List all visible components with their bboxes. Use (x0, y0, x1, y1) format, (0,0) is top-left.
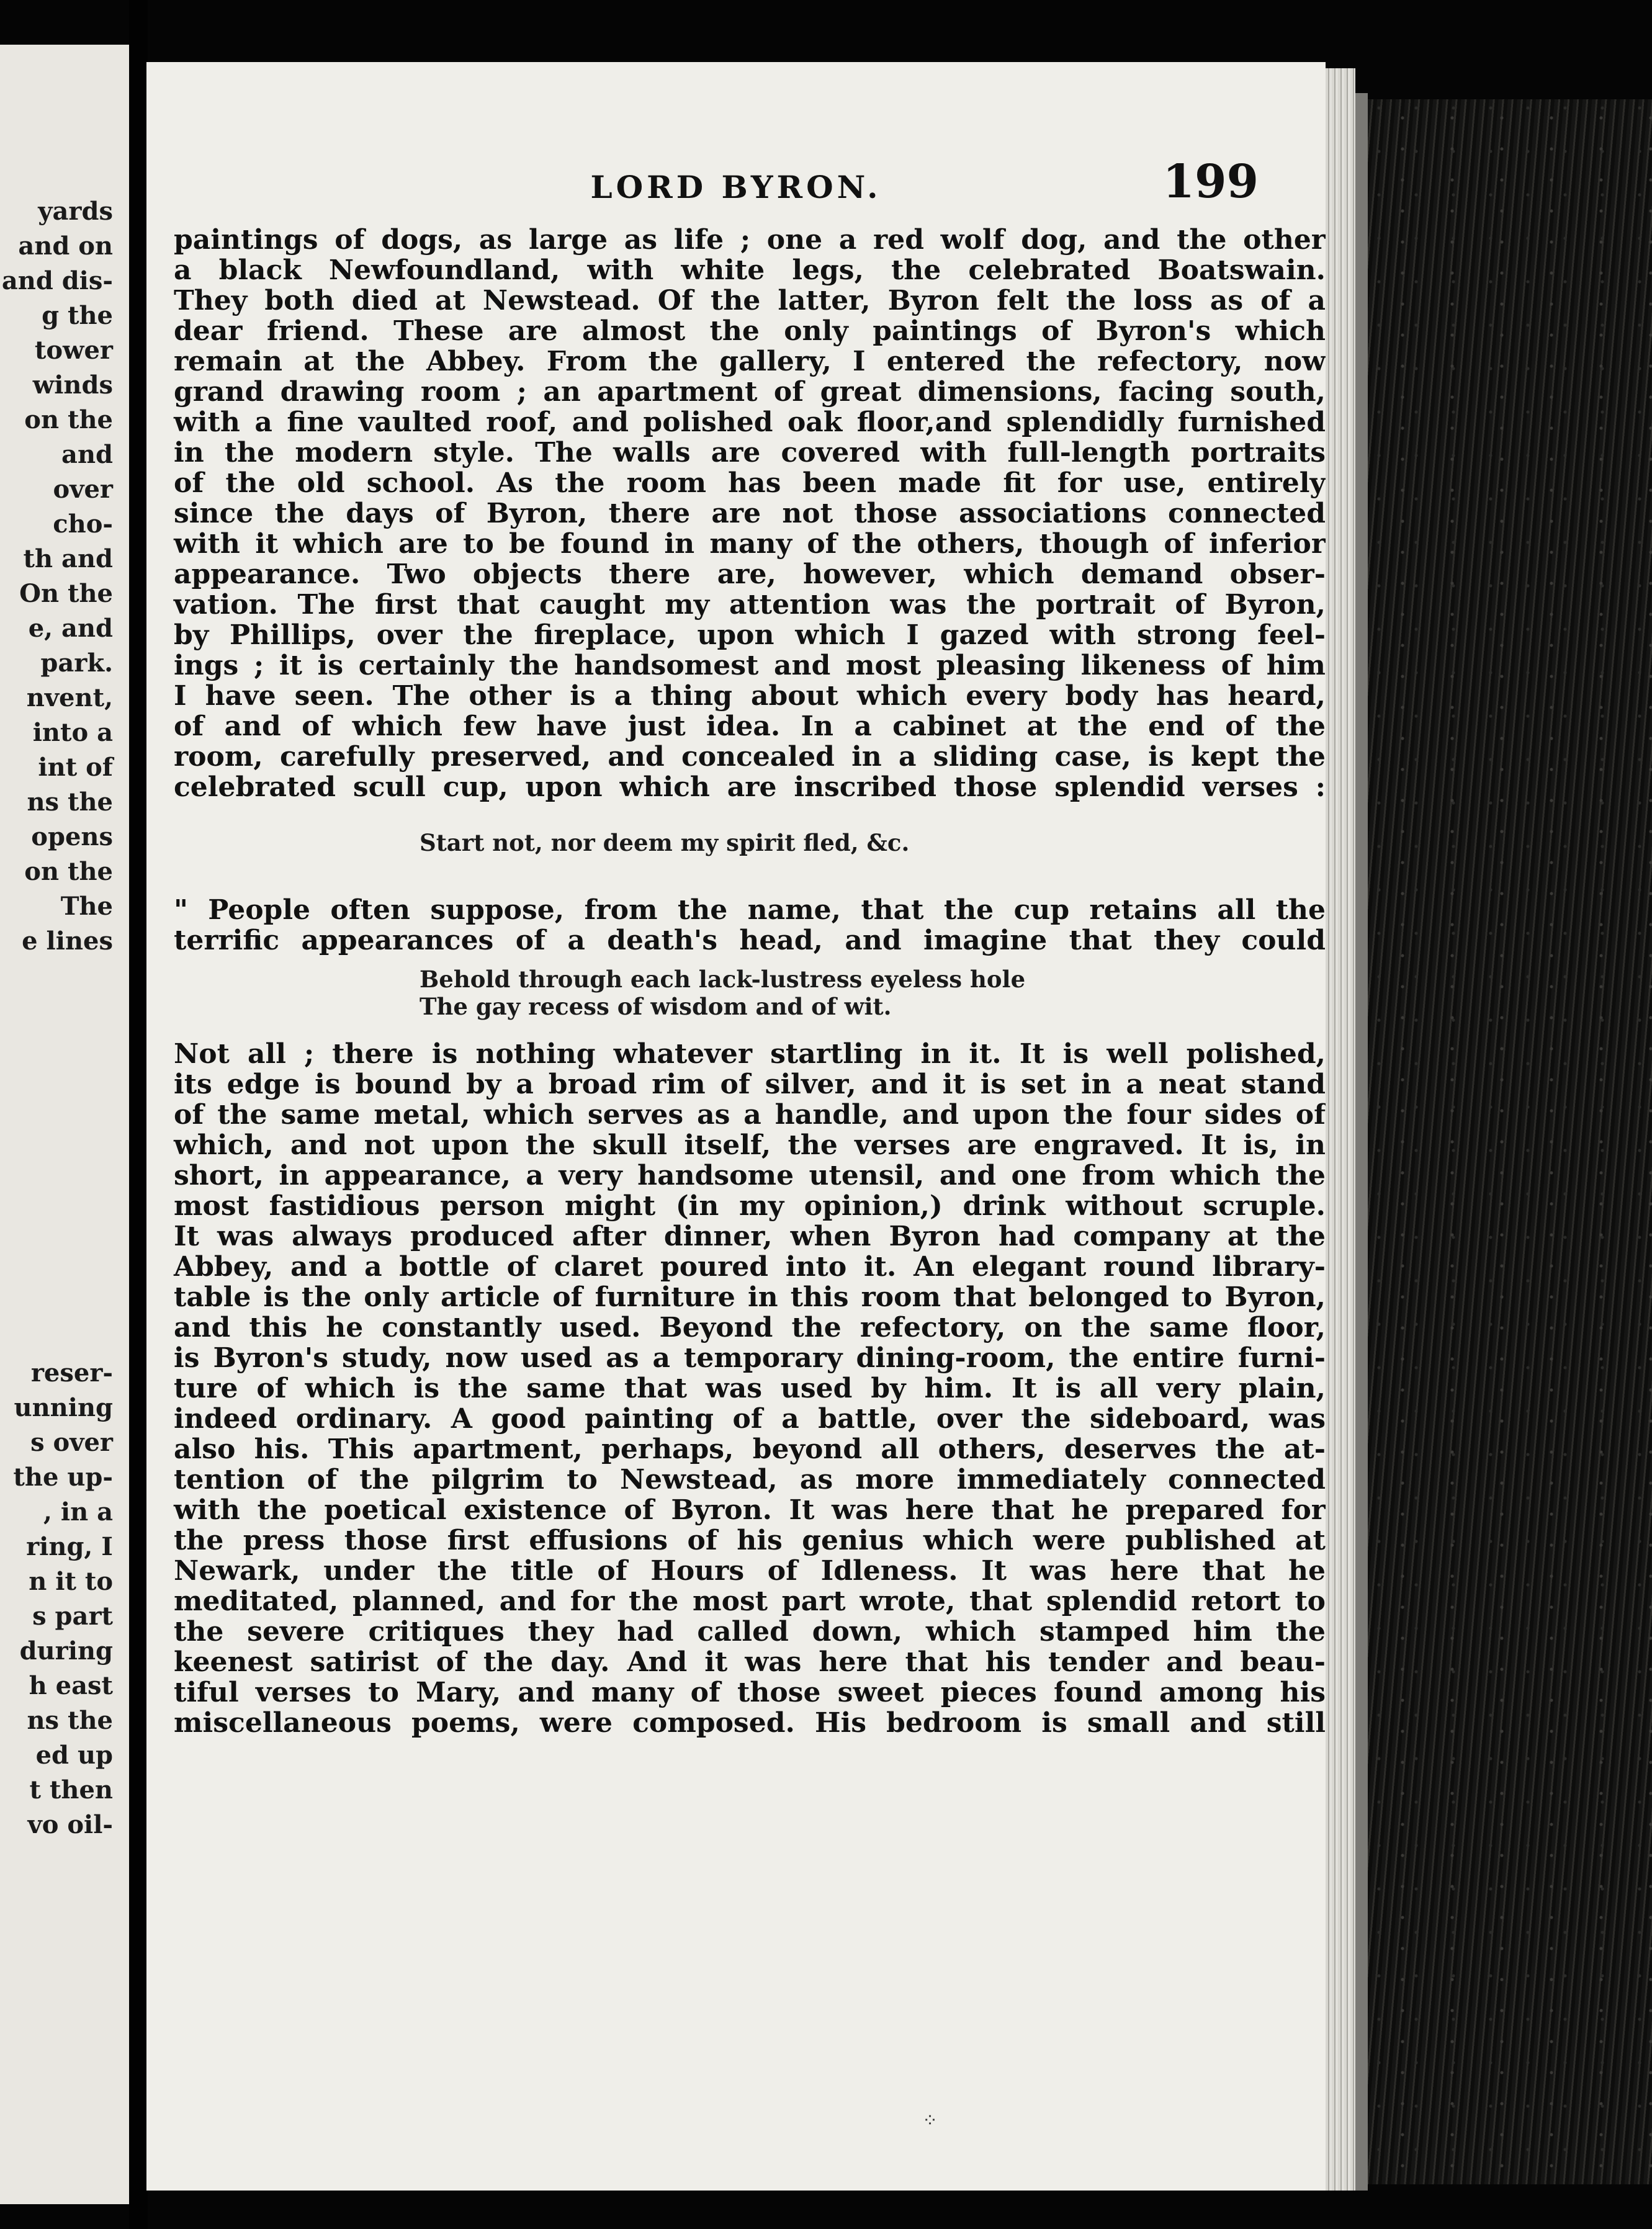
left-page-fragment (0, 45, 129, 2204)
text-line: remain at the Abbey. From the gallery, I entered the refectory, now (174, 346, 1326, 377)
left-page-line: int of (38, 753, 113, 782)
text-line: and this he constantly used. Beyond the refectory, on the same floor, (174, 1312, 1326, 1343)
left-page-line: unning (14, 1393, 113, 1422)
text-line: with the poetical existence of Byron. It was here that he prepared for (174, 1494, 1326, 1526)
text-line: by Phillips, over the fireplace, upon which I gazed with strong feel- (174, 619, 1326, 651)
left-page-line: and on (18, 231, 113, 261)
left-page-line: ring, I (26, 1532, 113, 1561)
left-page-line: s part (32, 1602, 113, 1631)
left-page-line: th and (23, 544, 113, 573)
text-line: of and of which few have just idea. In a cabinet at the end of the (174, 711, 1326, 742)
left-page-line: on the (24, 405, 113, 434)
left-page-line: n it to (29, 1567, 113, 1596)
text-line: the press those first effusions of his genius which were published at (174, 1525, 1326, 1556)
text-line: ture of which is the same that was used by him. It is all very plain, (174, 1373, 1326, 1404)
book-gutter (129, 0, 148, 2229)
left-page-line: winds (32, 370, 113, 400)
left-page-line: vo oil- (27, 1810, 113, 1839)
text-line: Not all ; there is nothing whatever startling in it. It is well polished, (174, 1038, 1326, 1070)
left-page-line: , in a (43, 1497, 113, 1527)
text-line: is Byron's study, now used as a temporary dining-room, the entire furni- (174, 1342, 1326, 1374)
left-page-line: opens (31, 822, 113, 851)
text-line: the severe critiques they had called down, which stamped him the (174, 1616, 1326, 1648)
quote-line: The gay recess of wisdom and of wit. (420, 993, 892, 1020)
quote-line: Behold through each lack-lustress eyeless hole (420, 966, 1026, 993)
left-page-line: yards (38, 197, 113, 226)
left-page-line: s over (30, 1428, 113, 1457)
text-line: in the modern style. The walls are covered with full-length portraits (174, 437, 1326, 469)
left-page-line: on the (24, 857, 113, 886)
text-line: meditated, planned, and for the most part wrote, that splendid retort to (174, 1585, 1326, 1617)
text-line: terrific appearances of a death's head, and imagine that they could (174, 925, 1326, 956)
running-title: LORD BYRON. (590, 169, 882, 205)
text-line: dear friend. These are almost the only paintings of Byron's which (174, 315, 1326, 347)
left-page-line: h east (29, 1671, 113, 1700)
left-page-line: ns the (27, 787, 113, 817)
paragraph-1 (174, 225, 1326, 802)
left-page-line: t then (29, 1775, 113, 1805)
left-page-line: g the (42, 301, 113, 330)
paragraph-3 (174, 1039, 1326, 1738)
text-line: tiful verses to Mary, and many of those sweet pieces found among his (174, 1677, 1326, 1708)
text-line: " People often suppose, from the name, that the cup retains all the (174, 894, 1326, 926)
text-line: with a fine vaulted roof, and polished oak floor,and splendidly furnished (174, 406, 1326, 438)
left-page-line: e lines (22, 926, 113, 956)
page-shadow (1355, 93, 1368, 2191)
left-page-line: The (60, 892, 113, 921)
text-line: of the same metal, which serves as a handle, and upon the four sides of (174, 1099, 1326, 1131)
left-page-line: and dis- (1, 266, 113, 295)
text-line: Abbey, and a bottle of claret poured into it. An elegant round library- (174, 1251, 1326, 1283)
left-page-line: and (61, 440, 113, 469)
left-page-line: over (53, 475, 113, 504)
text-line: grand drawing room ; an apartment of great dimensions, facing south, (174, 376, 1326, 408)
left-page-line: tower (34, 336, 113, 365)
text-line: paintings of dogs, as large as life ; one a red wolf dog, and the other (174, 224, 1326, 256)
verse-quote-2 (420, 966, 1164, 1020)
text-line: They both died at Newstead. Of the latter, Byron felt the loss as of a (174, 285, 1326, 316)
text-line: celebrated scull cup, upon which are inscribed those splendid verses : (174, 771, 1326, 803)
page-blemish: ⁘ (922, 2110, 938, 2132)
text-line: It was always produced after dinner, when Byron had company at the (174, 1221, 1326, 1252)
left-page-line: ed up (35, 1741, 113, 1770)
text-line: with it which are to be found in many of the others, though of inferior (174, 528, 1326, 560)
text-line: miscellaneous poems, were composed. His bedroom is small and still (174, 1707, 1326, 1739)
text-line: vation. The first that caught my attention was the portrait of Byron, (174, 589, 1326, 621)
page-edges (1326, 68, 1355, 2191)
paragraph-2 (174, 895, 1326, 956)
book-cover (1368, 99, 1652, 2184)
left-page-line: cho- (53, 509, 113, 539)
text-line: I have seen. The other is a thing about which every body has heard, (174, 680, 1326, 712)
quote-line: Start not, nor deem my spirit fled, &c. (420, 829, 910, 856)
text-line: Newark, under the title of Hours of Idleness. It was here that he (174, 1555, 1326, 1587)
left-page-line: park. (40, 648, 113, 678)
text-line: keenest satirist of the day. And it was here that his tender and beau- (174, 1646, 1326, 1678)
text-line: room, carefully preserved, and concealed in a sliding case, is kept the (174, 741, 1326, 773)
text-line: a black Newfoundland, with white legs, the celebrated Boatswain. (174, 254, 1326, 286)
left-page-line: into a (32, 718, 113, 747)
text-line: table is the only article of furniture in this room that belonged to Byron, (174, 1281, 1326, 1313)
text-line: of the old school. As the room has been made fit for use, entirely (174, 467, 1326, 499)
left-page-line: On the (19, 579, 113, 608)
text-line: also his. This apartment, perhaps, beyond all others, deserves the at- (174, 1433, 1326, 1465)
text-line: since the days of Byron, there are not those associations connected (174, 498, 1326, 529)
text-line: most fastidious person might (in my opinion,) drink without scruple. (174, 1190, 1326, 1222)
left-page-line: ns the (27, 1706, 113, 1735)
text-line: its edge is bound by a broad rim of silver, and it is set in a neat stand (174, 1069, 1326, 1100)
book-page (146, 62, 1326, 2191)
text-line: tention of the pilgrim to Newstead, as more immediately connected (174, 1464, 1326, 1496)
left-page-line: nvent, (26, 683, 113, 712)
text-line: appearance. Two objects there are, however, which demand obser- (174, 558, 1326, 590)
text-line: which, and not upon the skull itself, the verses are engraved. It is, in (174, 1129, 1326, 1161)
verse-quote-1 (420, 829, 1164, 856)
left-page-line: reser- (30, 1358, 113, 1388)
text-line: ings ; it is certainly the handsomest and most pleasing likeness of him (174, 650, 1326, 681)
page-number: 199 (1162, 155, 1259, 209)
left-page-line: during (19, 1636, 113, 1666)
text-line: indeed ordinary. A good painting of a battle, over the sideboard, was (174, 1403, 1326, 1435)
text-line: short, in appearance, a very handsome utensil, and one from which the (174, 1160, 1326, 1191)
left-page-line: e, and (28, 614, 113, 643)
left-page-line: the up- (13, 1463, 113, 1492)
